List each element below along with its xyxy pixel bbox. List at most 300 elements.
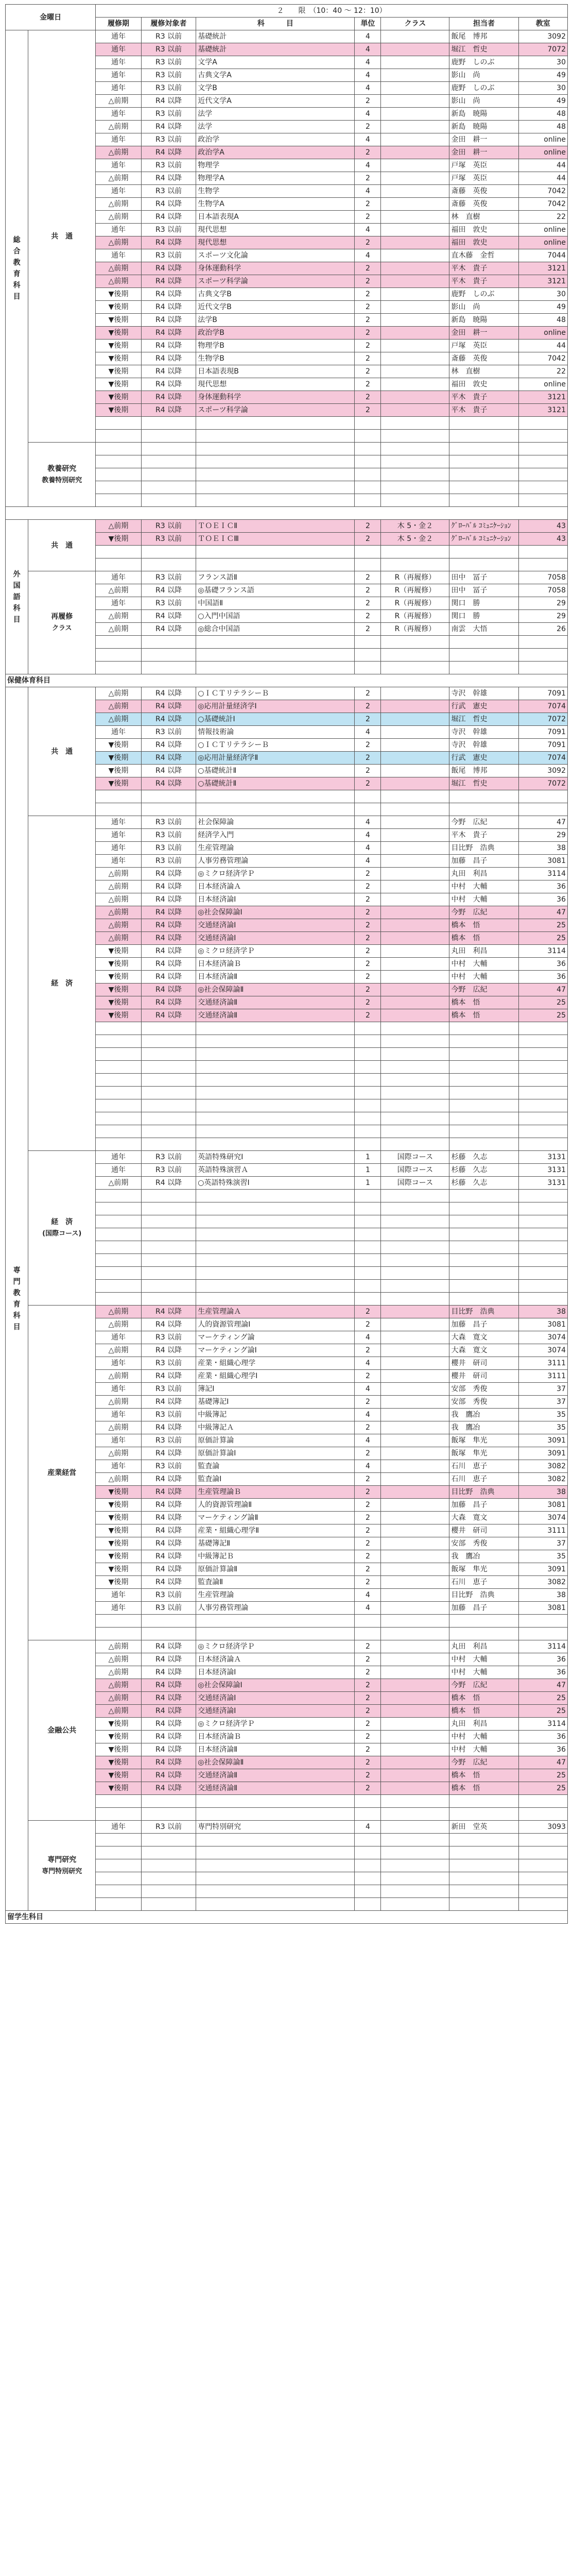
cell-target: R4 以降 (141, 1009, 196, 1022)
cell-target (141, 1099, 196, 1112)
band-row (6, 1911, 568, 1924)
group-label-line: (国際コース) (42, 1230, 82, 1238)
cell-teacher: 橋本 悟 (449, 932, 518, 945)
cell-class (381, 1447, 449, 1460)
cell-class (381, 996, 449, 1009)
cell-class (381, 455, 449, 468)
cell-target: R4 以降 (141, 1692, 196, 1705)
cell-class (381, 249, 449, 262)
cell-subject (196, 558, 355, 571)
cell-teacher: 中村 大輔 (449, 1731, 518, 1743)
cell-term (96, 1202, 142, 1215)
cell-room: 7042 (518, 185, 567, 198)
cell-teacher (449, 1293, 518, 1306)
cell-room (518, 1022, 567, 1035)
cell-class (381, 1460, 449, 1473)
cell-subject: 日本経済論Ｂ (196, 1731, 355, 1743)
cell-class (381, 1061, 449, 1074)
cell-class (381, 1653, 449, 1666)
cell-target (141, 1280, 196, 1293)
cell-class (381, 868, 449, 880)
cell-teacher: 丸田 利昌 (449, 945, 518, 958)
cell-room (518, 443, 567, 455)
cell-subject (196, 1048, 355, 1061)
cell-subject: ◎社会保障論Ⅱ (196, 984, 355, 996)
cell-room: 49 (518, 301, 567, 314)
cell-term (96, 430, 142, 443)
cell-term (96, 1087, 142, 1099)
cell-class: 国際コース (381, 1151, 449, 1164)
cell-term: ▼後期 (96, 378, 142, 391)
cell-teacher: 斎藤 英俊 (449, 198, 518, 211)
cell-class (381, 1138, 449, 1151)
cell-unit: 4 (355, 249, 381, 262)
cell-teacher (449, 1615, 518, 1628)
cell-unit (355, 1254, 381, 1267)
cell-unit: 2 (355, 1756, 381, 1769)
cell-teacher (449, 636, 518, 649)
cell-subject: 現代思想 (196, 378, 355, 391)
period-label: ２ 限 （10：40 〜 12：10） (96, 5, 568, 18)
cell-unit: 2 (355, 571, 381, 584)
cell-teacher: 中村 大輔 (449, 880, 518, 893)
cell-unit: 2 (355, 1550, 381, 1563)
cell-room: online (518, 327, 567, 340)
cell-class (381, 687, 449, 700)
cell-unit: 2 (355, 1396, 381, 1409)
cell-teacher: 堀江 哲史 (449, 713, 518, 726)
cell-room: 36 (518, 880, 567, 893)
cell-subject: フランス語Ⅱ (196, 571, 355, 584)
cell-room (518, 1898, 567, 1911)
cell-term: 通年 (96, 855, 142, 868)
cell-target (141, 1628, 196, 1640)
cell-subject: 原価計算論Ⅱ (196, 1563, 355, 1576)
cell-target: R4 以降 (141, 1743, 196, 1756)
cell-teacher: 丸田 利昌 (449, 1640, 518, 1653)
cell-target: R4 以降 (141, 945, 196, 958)
cell-class (381, 649, 449, 662)
cell-subject (196, 1846, 355, 1859)
cell-teacher (449, 1808, 518, 1821)
cell-room: 25 (518, 1769, 567, 1782)
cell-room: 3121 (518, 391, 567, 404)
cell-subject: 日本経済論Ⅰ (196, 1666, 355, 1679)
cell-subject: スポーツ科学論 (196, 404, 355, 417)
cell-term: 通年 (96, 1164, 142, 1177)
group-label (28, 1821, 96, 1911)
cell-room: 43 (518, 520, 567, 533)
cell-subject: ◎基礎フランス語 (196, 584, 355, 597)
cell-room: 3092 (518, 765, 567, 777)
cell-class (381, 185, 449, 198)
cell-unit: 2 (355, 198, 381, 211)
cell-room (518, 662, 567, 674)
cell-term (96, 649, 142, 662)
cell-class (381, 430, 449, 443)
cell-target: R4 以降 (141, 700, 196, 713)
cell-class (381, 1254, 449, 1267)
cell-room: 3111 (518, 1370, 567, 1383)
cell-unit: 2 (355, 700, 381, 713)
cell-subject: 交通経済論Ⅰ (196, 932, 355, 945)
category-char: 育 (13, 1300, 21, 1309)
cell-term: 通年 (96, 571, 142, 584)
cell-term: 通年 (96, 133, 142, 146)
cell-target (141, 1795, 196, 1808)
cell-teacher: 戸塚 英臣 (449, 172, 518, 185)
cell-unit: 2 (355, 958, 381, 971)
cell-subject (196, 1241, 355, 1254)
cell-subject: 文学A (196, 56, 355, 69)
category-label (6, 30, 28, 507)
cell-subject (196, 1099, 355, 1112)
cell-subject (196, 1228, 355, 1241)
cell-room: 22 (518, 365, 567, 378)
cell-class (381, 1872, 449, 1885)
cell-target: R3 以前 (141, 69, 196, 82)
cell-subject: 産業・組織心理学 (196, 1357, 355, 1370)
cell-subject: 交通経済論Ⅱ (196, 1782, 355, 1795)
cell-room (518, 1061, 567, 1074)
cell-unit: 2 (355, 971, 381, 984)
cell-target: R4 以降 (141, 996, 196, 1009)
cell-class (381, 352, 449, 365)
cell-target: R3 以前 (141, 1331, 196, 1344)
cell-unit (355, 1241, 381, 1254)
cell-term: 通年 (96, 224, 142, 236)
cell-subject: ◎社会保障論Ⅰ (196, 1679, 355, 1692)
cell-class (381, 172, 449, 185)
cell-unit: 2 (355, 1421, 381, 1434)
cell-term: 通年 (96, 82, 142, 95)
cell-class (381, 1576, 449, 1589)
cell-class (381, 262, 449, 275)
cell-subject (196, 803, 355, 816)
cell-term: 通年 (96, 159, 142, 172)
cell-room (518, 1795, 567, 1808)
cell-subject (196, 1628, 355, 1640)
cell-class (381, 1190, 449, 1202)
cell-teacher: 行武 憲史 (449, 700, 518, 713)
cell-room: 3082 (518, 1576, 567, 1589)
cell-unit (355, 790, 381, 803)
cell-class (381, 1731, 449, 1743)
cell-target: R3 以前 (141, 1821, 196, 1834)
cell-teacher: 影山 尚 (449, 69, 518, 82)
cell-room (518, 494, 567, 507)
cell-term: 通年 (96, 108, 142, 121)
cell-teacher: 橋本 悟 (449, 1705, 518, 1718)
cell-room: 3131 (518, 1164, 567, 1177)
cell-target: R4 以降 (141, 1486, 196, 1499)
cell-unit: 2 (355, 288, 381, 301)
cell-term (96, 1112, 142, 1125)
spacer-cell (6, 507, 568, 520)
empty-row (6, 443, 568, 455)
cell-target: R3 以前 (141, 1602, 196, 1615)
cell-room: 3081 (518, 1602, 567, 1615)
cell-unit (355, 558, 381, 571)
group-label-line: クラス (51, 624, 72, 632)
cell-room: 3121 (518, 275, 567, 288)
cell-teacher: 中村 大輔 (449, 1653, 518, 1666)
cell-subject: 政治学B (196, 327, 355, 340)
cell-subject: 交通経済論Ⅰ (196, 919, 355, 932)
cell-class (381, 1421, 449, 1434)
cell-class: 国際コース (381, 1177, 449, 1190)
cell-term: △前期 (96, 700, 142, 713)
cell-term: ▼後期 (96, 314, 142, 327)
group-label-line: 教養研究 (47, 464, 77, 473)
cell-room (518, 1074, 567, 1087)
cell-unit: 4 (355, 159, 381, 172)
cell-class (381, 1074, 449, 1087)
cell-term: ▼後期 (96, 1782, 142, 1795)
cell-room: 26 (518, 623, 567, 636)
cell-term (96, 1859, 142, 1872)
cell-teacher: 橋本 悟 (449, 919, 518, 932)
cell-term: ▼後期 (96, 288, 142, 301)
cell-term: 通年 (96, 1383, 142, 1396)
cell-unit (355, 417, 381, 430)
cell-unit: 2 (355, 1769, 381, 1782)
cell-teacher: 戸塚 英臣 (449, 340, 518, 352)
cell-teacher: 飯塚 隼光 (449, 1434, 518, 1447)
cell-subject (196, 1074, 355, 1087)
cell-teacher: 杉藤 久志 (449, 1164, 518, 1177)
cell-subject: 近代文学A (196, 95, 355, 108)
cell-teacher (449, 1267, 518, 1280)
cell-target: R3 以前 (141, 224, 196, 236)
cell-teacher: 目比野 浩典 (449, 842, 518, 855)
cell-class (381, 56, 449, 69)
cell-teacher: 石川 恵子 (449, 1473, 518, 1486)
cell-unit (355, 803, 381, 816)
cell-target (141, 1202, 196, 1215)
cell-subject (196, 1280, 355, 1293)
cell-class (381, 880, 449, 893)
cell-teacher: 飯塚 隼光 (449, 1447, 518, 1460)
cell-unit: 2 (355, 713, 381, 726)
cell-target (141, 417, 196, 430)
cell-room: 25 (518, 919, 567, 932)
cell-class (381, 378, 449, 391)
cell-target: R4 以降 (141, 971, 196, 984)
course-row (6, 687, 568, 700)
cell-teacher: 平木 貴子 (449, 829, 518, 842)
cell-teacher (449, 1099, 518, 1112)
cell-class (381, 1228, 449, 1241)
cell-target: R3 以前 (141, 1151, 196, 1164)
cell-teacher: 大森 寛文 (449, 1344, 518, 1357)
cell-room: 7044 (518, 249, 567, 262)
cell-teacher (449, 1846, 518, 1859)
cell-term: 通年 (96, 1434, 142, 1447)
category-char: 教 (13, 1289, 21, 1297)
cell-subject: 情報技術論 (196, 726, 355, 739)
cell-teacher (449, 1885, 518, 1898)
cell-subject: 交通経済論Ⅰ (196, 1692, 355, 1705)
cell-teacher: 新田 堂英 (449, 1821, 518, 1834)
cell-term: ▼後期 (96, 1009, 142, 1022)
cell-teacher: 櫻井 研司 (449, 1524, 518, 1537)
cell-unit (355, 1267, 381, 1280)
timetable-sheet (5, 4, 568, 1924)
cell-unit (355, 1293, 381, 1306)
cell-term: △前期 (96, 932, 142, 945)
cell-unit (355, 1615, 381, 1628)
cell-unit: 2 (355, 391, 381, 404)
cell-teacher (449, 417, 518, 430)
cell-unit (355, 1099, 381, 1112)
group-label (28, 1151, 96, 1306)
cell-unit: 2 (355, 1473, 381, 1486)
cell-subject: 専門特別研究 (196, 1821, 355, 1834)
cell-class (381, 726, 449, 739)
cell-class (381, 1357, 449, 1370)
cell-unit: 2 (355, 520, 381, 533)
cell-class (381, 159, 449, 172)
category-char: 目 (13, 1323, 21, 1331)
cell-subject (196, 1202, 355, 1215)
cell-teacher: 堀江 哲史 (449, 777, 518, 790)
cell-teacher (449, 1087, 518, 1099)
column-header-subject: 科 目 (196, 18, 355, 30)
cell-unit (355, 1061, 381, 1074)
cell-subject: 現代思想 (196, 236, 355, 249)
group-label-line: 専門研究 (47, 1855, 77, 1864)
cell-subject: 監査論Ⅰ (196, 1473, 355, 1486)
cell-class (381, 1602, 449, 1615)
cell-target (141, 1293, 196, 1306)
cell-term: △前期 (96, 211, 142, 224)
cell-target: R4 以降 (141, 932, 196, 945)
cell-subject: 身体運動科学 (196, 262, 355, 275)
cell-subject: 基礎簿記Ⅰ (196, 1396, 355, 1409)
course-row (6, 520, 568, 533)
cell-unit: 2 (355, 1782, 381, 1795)
cell-room (518, 803, 567, 816)
group-label (28, 1640, 96, 1821)
cell-class (381, 1769, 449, 1782)
cell-target: R4 以降 (141, 391, 196, 404)
band-row (6, 674, 568, 687)
cell-target: R4 以降 (141, 1756, 196, 1769)
cell-unit: 2 (355, 1524, 381, 1537)
course-row (6, 1821, 568, 1834)
cell-term: △前期 (96, 1447, 142, 1460)
cell-unit: 4 (355, 1409, 381, 1421)
cell-unit: 2 (355, 404, 381, 417)
cell-term: △前期 (96, 1177, 142, 1190)
cell-unit: 1 (355, 1177, 381, 1190)
cell-unit: 2 (355, 1718, 381, 1731)
cell-room: online (518, 133, 567, 146)
cell-teacher: 金田 耕一 (449, 133, 518, 146)
cell-subject (196, 1035, 355, 1048)
cell-room: 3081 (518, 1499, 567, 1512)
cell-room (518, 1872, 567, 1885)
cell-target: R4 以降 (141, 777, 196, 790)
cell-teacher: 石川 恵子 (449, 1576, 518, 1589)
cell-room (518, 1846, 567, 1859)
cell-unit: 2 (355, 365, 381, 378)
cell-unit (355, 1808, 381, 1821)
cell-subject: 基礎統計 (196, 30, 355, 43)
cell-term: △前期 (96, 275, 142, 288)
cell-room (518, 1280, 567, 1293)
cell-unit: 2 (355, 623, 381, 636)
cell-unit: 2 (355, 146, 381, 159)
cell-term: △前期 (96, 146, 142, 159)
cell-unit: 2 (355, 340, 381, 352)
cell-term: ▼後期 (96, 1756, 142, 1769)
cell-target (141, 1074, 196, 1087)
cell-class (381, 404, 449, 417)
cell-class: 国際コース (381, 1164, 449, 1177)
cell-room: 3114 (518, 945, 567, 958)
cell-room: 38 (518, 1589, 567, 1602)
cell-target: R3 以前 (141, 30, 196, 43)
cell-room: 47 (518, 1756, 567, 1769)
cell-term: 通年 (96, 249, 142, 262)
cell-room (518, 1293, 567, 1306)
cell-class (381, 1215, 449, 1228)
cell-unit: 2 (355, 765, 381, 777)
category-char: 専 (13, 1266, 21, 1275)
cell-unit: 4 (355, 224, 381, 236)
cell-term: ▼後期 (96, 984, 142, 996)
cell-class (381, 662, 449, 674)
cell-teacher (449, 1061, 518, 1074)
cell-term: ▼後期 (96, 777, 142, 790)
cell-class (381, 1705, 449, 1718)
cell-unit: 2 (355, 610, 381, 623)
cell-subject (196, 790, 355, 803)
cell-class: R（再履修） (381, 584, 449, 597)
cell-room (518, 1241, 567, 1254)
cell-target: R4 以降 (141, 1396, 196, 1409)
cell-room: 3091 (518, 1434, 567, 1447)
cell-unit (355, 1280, 381, 1293)
cell-room (518, 1215, 567, 1228)
cell-target (141, 1190, 196, 1202)
cell-subject: 日本経済論Ⅰ (196, 893, 355, 906)
cell-term: ▼後期 (96, 739, 142, 752)
cell-target: R4 以降 (141, 340, 196, 352)
cell-room (518, 790, 567, 803)
cell-teacher (449, 662, 518, 674)
cell-class (381, 1808, 449, 1821)
cell-unit: 2 (355, 893, 381, 906)
cell-subject: ○英語特殊演習Ⅰ (196, 1177, 355, 1190)
cell-term: 通年 (96, 1821, 142, 1834)
cell-subject (196, 1061, 355, 1074)
cell-term: △前期 (96, 893, 142, 906)
cell-teacher: 寺沢 幹雄 (449, 726, 518, 739)
cell-unit: 4 (355, 108, 381, 121)
cell-teacher (449, 1022, 518, 1035)
cell-class (381, 919, 449, 932)
cell-class (381, 1885, 449, 1898)
cell-unit: 2 (355, 314, 381, 327)
cell-class (381, 1666, 449, 1679)
cell-room: 3091 (518, 1563, 567, 1576)
cell-class (381, 1202, 449, 1215)
cell-unit: 1 (355, 1164, 381, 1177)
cell-target: R4 以降 (141, 1344, 196, 1357)
